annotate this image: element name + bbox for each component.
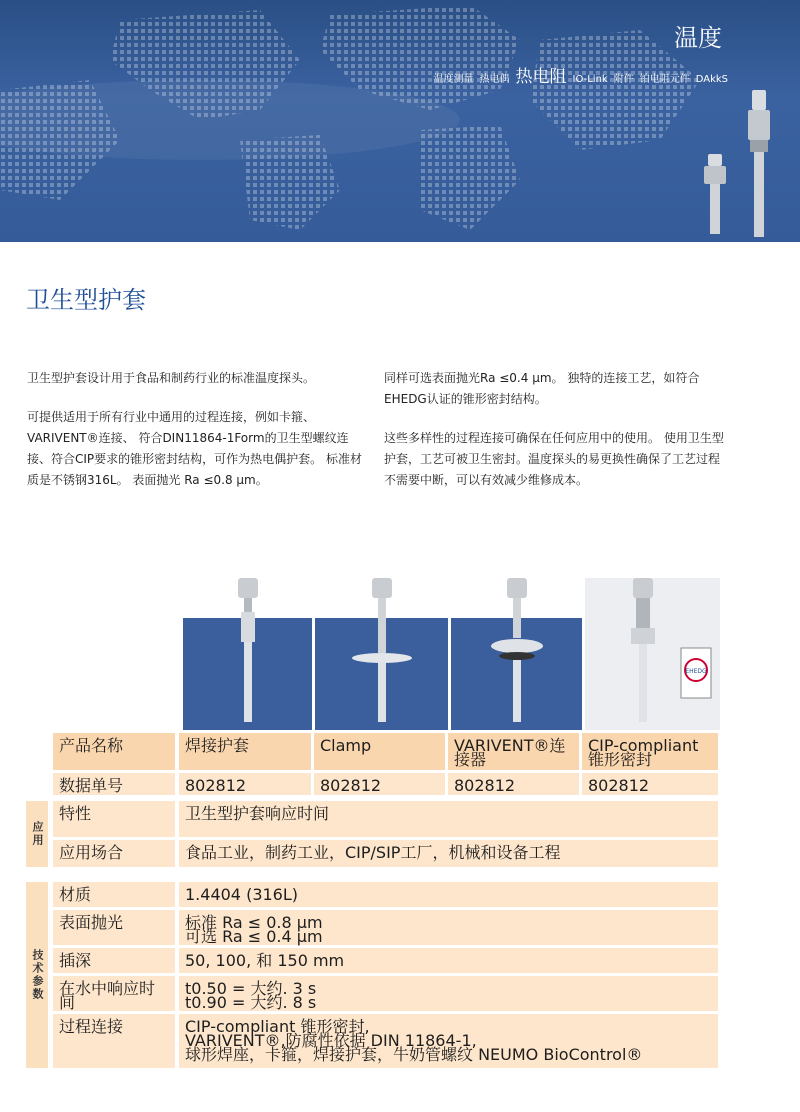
section-title: 温度 xyxy=(674,24,722,52)
nav-item-temperature-measurement[interactable]: 温度测量 xyxy=(433,74,474,85)
intro-left-column xyxy=(27,368,367,509)
nav-item-platinum-elements[interactable]: 铂电阻元件 xyxy=(639,74,690,85)
process-label: 过程连接 xyxy=(53,1014,175,1068)
product-name-clamp: Clamp xyxy=(314,733,445,770)
photo-cip-cone-seal xyxy=(585,578,720,730)
response-value xyxy=(179,976,718,1011)
surface-standard: 标准 Ra ≤ 0.8 µm xyxy=(185,913,323,932)
photo-varivent xyxy=(451,578,582,730)
response-label: 在水中响应时间 xyxy=(53,976,175,1011)
page-title: 卫生型护套 xyxy=(26,286,146,314)
paragraph: 可提供适用于所有行业中通用的过程连接，例如卡箍、VARIVENT®连接、 符合DIN11864-1Form的卫生型螺纹连接、符合CIP要求的锥形密封结构，可作为热电偶护套。 标准材质是不锈钢316L。 表面抛光 Ra ≤0.8 µm。 xyxy=(27,410,362,487)
category-nav xyxy=(434,62,728,87)
process-line: CIP-compliant 锥形密封, xyxy=(185,1017,370,1036)
banner-product-image xyxy=(690,82,800,242)
group-label-application: 应用 xyxy=(26,801,48,867)
ehedg-badge: EHEDG xyxy=(685,668,707,675)
datasheet-number: 802812 xyxy=(314,773,445,795)
usage-label: 应用场合 xyxy=(53,840,175,867)
intro-right-column xyxy=(384,368,729,509)
surface-value xyxy=(179,910,718,945)
paragraph: 同样可选表面抛光Ra ≤0.4 µm。 独特的连接工艺，如符合EHEDG认证的锥形密封结构。 xyxy=(384,371,700,406)
product-photo-strip xyxy=(183,578,720,730)
photo-welded-thermowell xyxy=(183,578,312,730)
nav-item-thermocouple[interactable]: 热电偶 xyxy=(479,74,510,85)
feature-value: 卫生型护套响应时间 xyxy=(179,801,718,837)
photo-clamp xyxy=(315,578,448,730)
product-name-varivent: VARIVENT®连接器 xyxy=(448,733,579,770)
group-label-technical: 技术参数 xyxy=(26,882,48,1068)
surface-label: 表面抛光 xyxy=(53,910,175,945)
response-t090: t0.90 = 大约. 8 s xyxy=(185,993,317,1012)
insertion-label: 插深 xyxy=(53,948,175,973)
process-line: VARIVENT®,防腐性依据 DIN 11864-1, xyxy=(185,1031,477,1050)
feature-label: 特性 xyxy=(53,801,175,837)
datasheet-number: 802812 xyxy=(448,773,579,795)
process-line: 球形焊座，卡箍，焊接护套，牛奶管螺纹 NEUMO BioControl® xyxy=(185,1045,643,1064)
nav-item-rtd-active[interactable]: 热电阻 xyxy=(515,67,567,87)
paragraph: 卫生型护套设计用于食品和制药行业的标准温度探头。 xyxy=(27,371,316,385)
datasheet-label: 数据单号 xyxy=(53,773,175,795)
paragraph: 这些多样性的过程连接可确保在任何应用中的使用。 使用卫生型护套，工艺可被卫生密封。温度探头的易更换性确保了工艺过程不需要中断，可以有效减少维修成本。 xyxy=(384,431,724,487)
product-name-welded: 焊接护套 xyxy=(179,733,311,770)
process-value xyxy=(179,1014,718,1068)
product-name-cip: CIP-compliant 锥形密封 xyxy=(582,733,718,770)
response-t050: t0.50 = 大约. 3 s xyxy=(185,979,317,998)
header-banner xyxy=(0,0,800,242)
insertion-value: 50, 100, 和 150 mm xyxy=(179,948,718,973)
usage-value: 食品工业，制药工业，CIP/SIP工厂，机械和设备工程 xyxy=(179,840,718,867)
product-name-label: 产品名称 xyxy=(53,733,175,770)
nav-item-dakks[interactable]: DAkkS xyxy=(695,74,728,85)
material-label: 材质 xyxy=(53,882,175,907)
datasheet-number: 802812 xyxy=(582,773,718,795)
nav-item-accessories[interactable]: 附件 xyxy=(613,74,634,85)
material-value: 1.4404 (316L) xyxy=(179,882,718,907)
nav-item-io-link[interactable]: IO-Link xyxy=(572,74,608,85)
datasheet-number: 802812 xyxy=(179,773,311,795)
surface-optional: 可选 Ra ≤ 0.4 µm xyxy=(185,927,323,946)
